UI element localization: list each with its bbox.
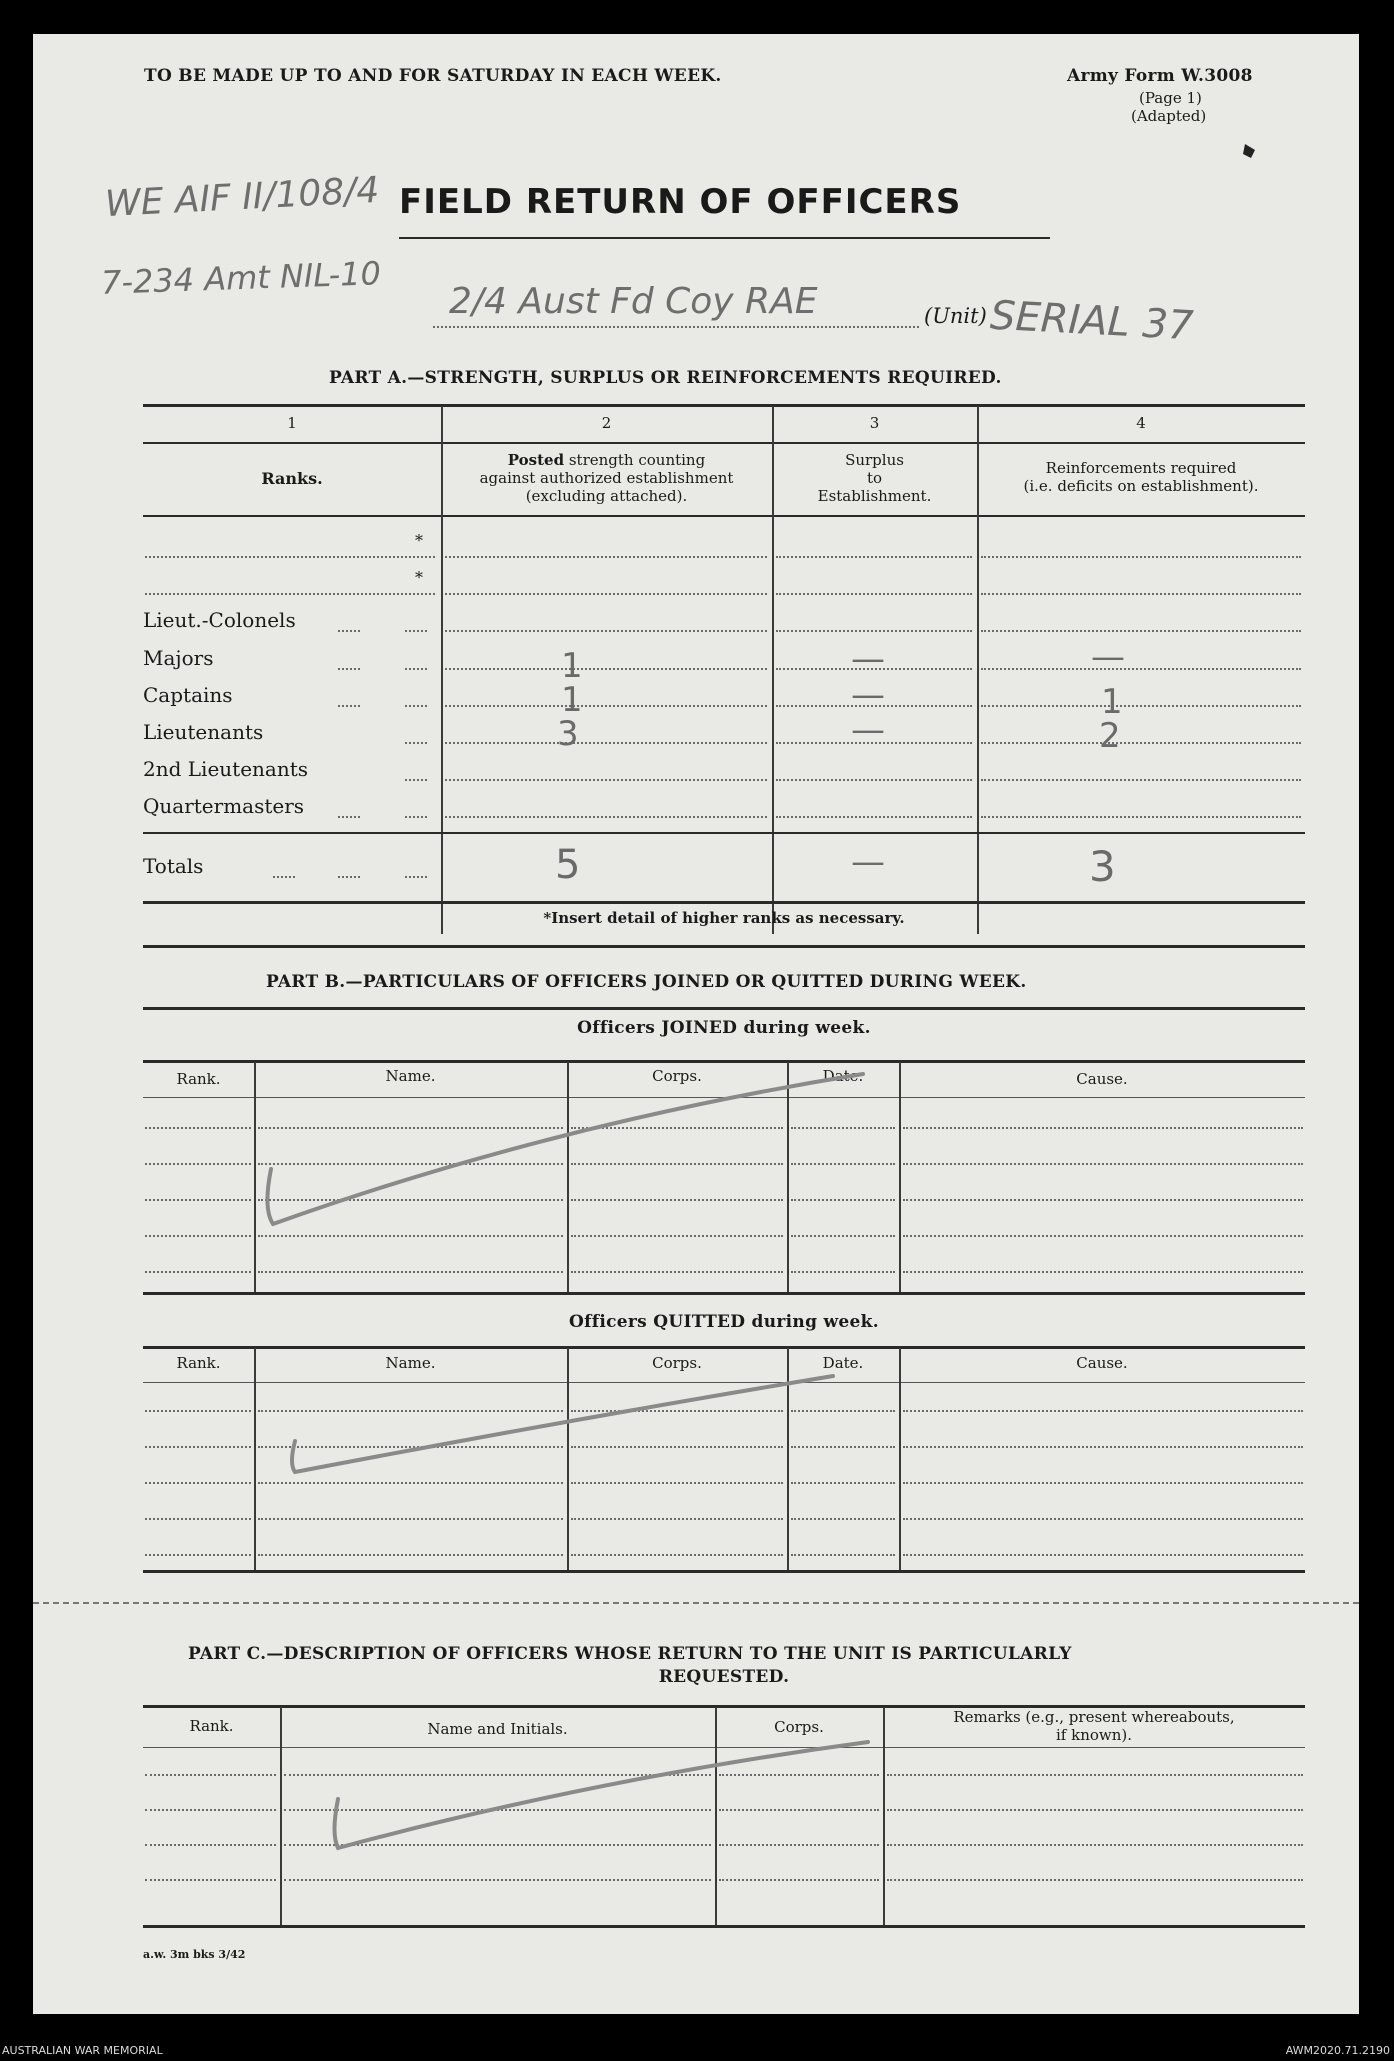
col2-line2: against authorized establishment — [479, 469, 734, 487]
lieutenants-posted: 3 — [557, 714, 579, 754]
col2-rest: strength counting — [564, 451, 706, 469]
col-header-ranks: Ranks. — [261, 469, 323, 488]
captains-surplus: — — [851, 675, 885, 715]
print-code: a.w. 3m bks 3/42 — [143, 1948, 246, 1961]
form-page-label: (Page 1) — [1139, 89, 1202, 107]
joined-col-cause: Cause. — [1076, 1070, 1128, 1088]
rank-captains: Captains — [143, 683, 233, 707]
handwritten-reference-2: 7-234 Amt NIL-10 — [100, 254, 382, 302]
page-title: FIELD RETURN OF OFFICERS — [399, 182, 962, 222]
star-marker-1: * — [415, 531, 423, 550]
rank-quartermasters: Quartermasters — [143, 794, 305, 818]
joined-col-name: Name. — [385, 1067, 436, 1085]
form-adapted-label: (Adapted) — [1131, 107, 1207, 125]
top-instruction: TO BE MADE UP TO AND FOR SATURDAY IN EACH WEEK. — [144, 66, 722, 86]
captains-reinforcements: 1 — [1101, 682, 1123, 722]
part-c-cross-out-tick — [335, 1742, 869, 1848]
remarks-line2: if known). — [1055, 1726, 1133, 1744]
quitted-cross-out-tick — [292, 1376, 833, 1472]
quitted-col-date: Date. — [822, 1354, 864, 1372]
form-number: Army Form W.3008 — [1067, 66, 1253, 86]
captains-posted: 1 — [561, 680, 583, 720]
archive-label-right: AWM2020.71.2190 — [1285, 2044, 1390, 2057]
part-c-title-line2: REQUESTED. — [658, 1667, 790, 1687]
handwritten-ticks — [33, 34, 1359, 2014]
quitted-col-cause: Cause. — [1076, 1354, 1128, 1372]
majors-reinforcements: — — [1091, 637, 1125, 677]
handwritten-reference-1: WE AIF II/108/4 — [104, 169, 381, 226]
totals-surplus: — — [851, 842, 885, 882]
quitted-col-corps: Corps. — [652, 1354, 702, 1372]
joined-title: Officers JOINED during week. — [577, 1018, 871, 1038]
quitted-col-name: Name. — [385, 1354, 436, 1372]
part-c-col-corps: Corps. — [774, 1718, 824, 1736]
punch-mark-icon — [1243, 144, 1255, 158]
rank-lieutenants: Lieutenants — [143, 720, 264, 744]
quitted-col-rank: Rank. — [176, 1354, 221, 1372]
remarks-line1: Remarks (e.g., present whereabouts, — [953, 1708, 1235, 1726]
joined-col-date: Date. — [822, 1067, 864, 1085]
totals-reinforcements: 3 — [1089, 842, 1116, 891]
form-page — [33, 34, 1359, 2014]
part-a-footnote: *Insert detail of higher ranks as necessary. — [543, 909, 905, 927]
majors-posted: 1 — [561, 646, 583, 686]
archive-label-left: AUSTRALIAN WAR MEMORIAL — [2, 2044, 163, 2057]
joined-col-rank: Rank. — [176, 1070, 221, 1088]
col4-line2: (i.e. deficits on establishment). — [1023, 477, 1259, 495]
rank-2nd-lieutenants: 2nd Lieutenants — [143, 757, 309, 781]
part-b-title: PART B.—PARTICULARS OF OFFICERS JOINED OR QUITTED DURING WEEK. — [266, 972, 1027, 992]
serial-handwritten: SERIAL 37 — [988, 292, 1195, 350]
col-number-2: 2 — [601, 414, 612, 432]
rank-lieut-colonels: Lieut.-Colonels — [143, 608, 296, 632]
majors-surplus: — — [851, 639, 885, 679]
part-c-col-name: Name and Initials. — [427, 1720, 568, 1738]
col3-line1: Surplus — [845, 451, 904, 469]
col3-line2: to — [866, 469, 883, 487]
unit-handwritten: 2/4 Aust Fd Coy RAE — [449, 281, 818, 322]
joined-col-corps: Corps. — [652, 1067, 702, 1085]
col-number-4: 4 — [1136, 414, 1146, 432]
part-c-title-line1: PART C.—DESCRIPTION OF OFFICERS WHOSE RETURN TO THE UNIT IS PARTICULARLY — [188, 1644, 1072, 1664]
joined-cross-out-tick — [267, 1074, 863, 1224]
unit-label: (Unit) — [924, 304, 987, 328]
lieutenants-reinforcements: 2 — [1099, 716, 1121, 756]
totals-posted: 5 — [555, 842, 581, 888]
rank-majors: Majors — [143, 646, 214, 670]
col-number-1: 1 — [287, 414, 297, 432]
col2-line3: (excluding attached). — [525, 487, 688, 505]
col3-line3: Establishment. — [817, 487, 932, 505]
lieutenants-surplus: — — [851, 710, 885, 750]
part-c-col-rank: Rank. — [189, 1717, 234, 1735]
quitted-title: Officers QUITTED during week. — [569, 1312, 879, 1332]
col2-bold: Posted — [507, 451, 565, 469]
col-number-3: 3 — [869, 414, 880, 432]
star-marker-2: * — [415, 568, 423, 587]
col4-line1: Reinforcements required — [1045, 459, 1237, 477]
part-a-title: PART A.—STRENGTH, SURPLUS OR REINFORCEMENTS REQUIRED. — [329, 368, 1002, 388]
totals-label: Totals — [143, 854, 204, 878]
